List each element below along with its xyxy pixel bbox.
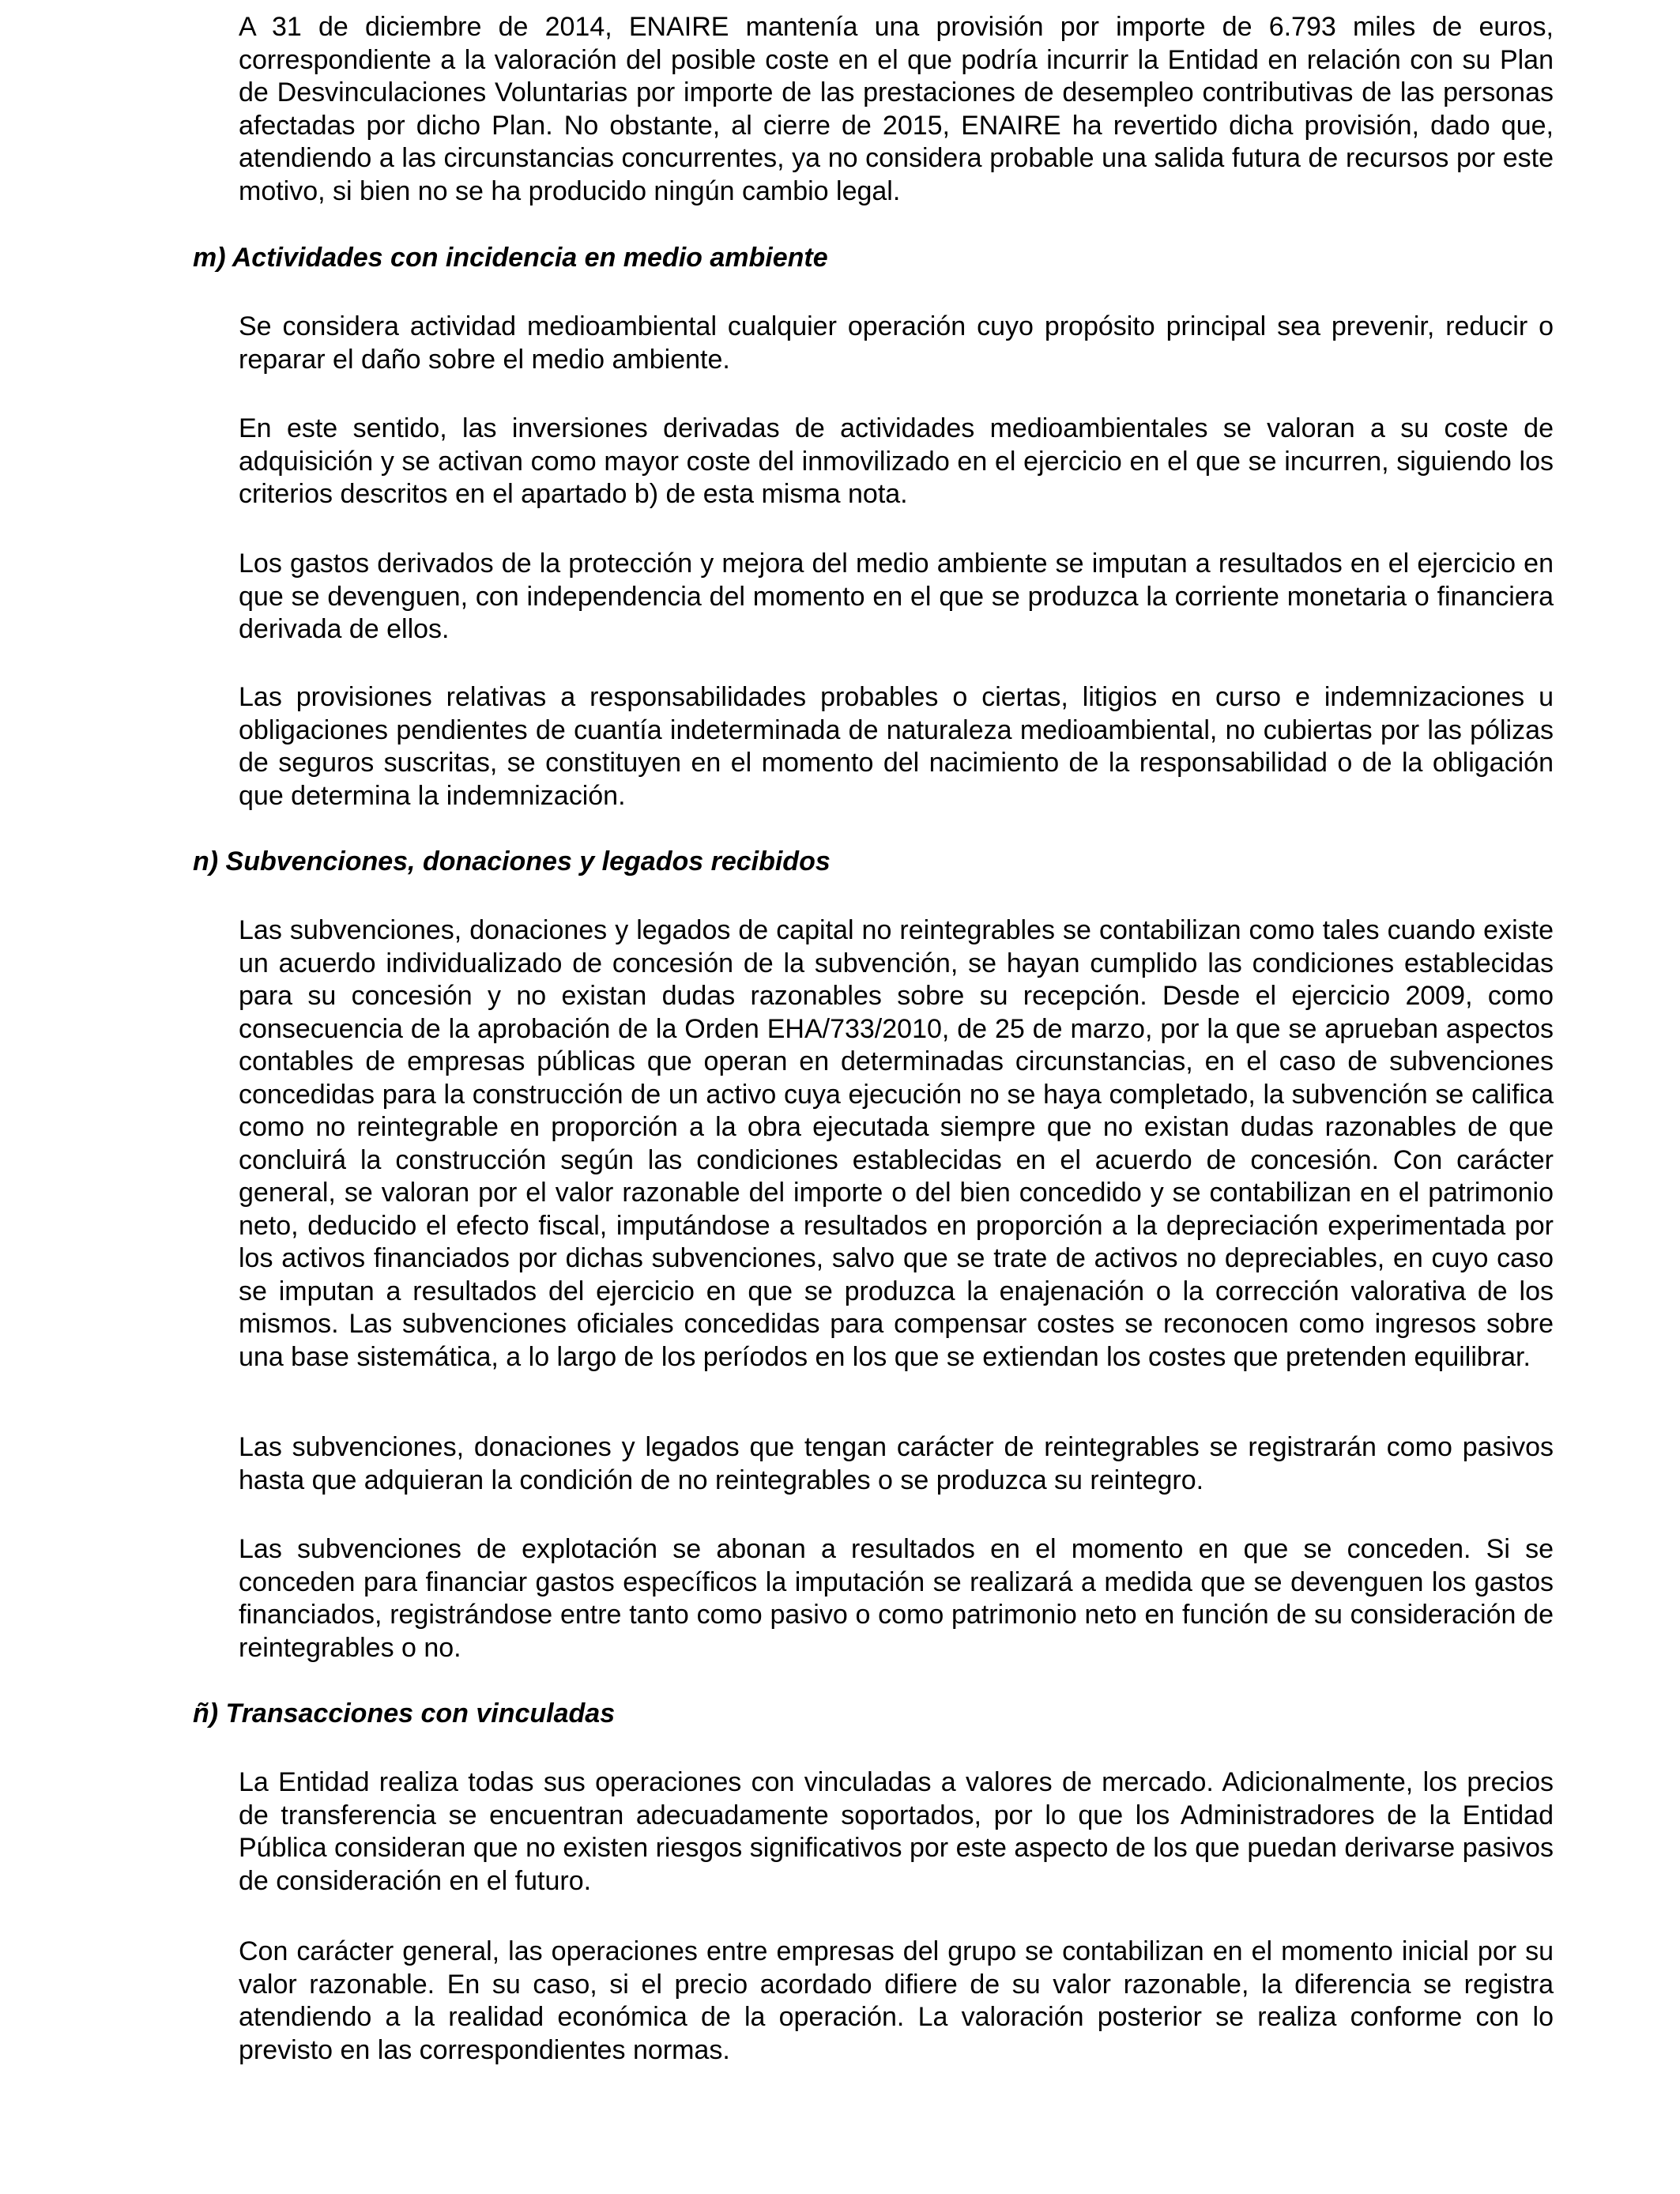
paragraph-m-1: Se considera actividad medioambiental cualquier operación cuyo propósito principal sea prevenir, reducir o reparar el daño sobre el medio ambiente. <box>239 311 1554 375</box>
paragraph-n-3: Las subvenciones de explotación se abonan a resultados en el momento en que se conceden. Si se conceden para financiar gastos específicos la imputación se realizará a medida que se devenguen los gastos financiados, registrándose entre tanto como pasivo o como patrimonio neto en función de su consideración de reintegrables o no. <box>239 1534 1554 1663</box>
paragraph-m-4: Las provisiones relativas a responsabilidades probables o ciertas, litigios en curso e indemnizaciones u obligaciones pendientes de cuantía indeterminada de naturaleza medioambiental, no cubiertas por las pólizas de seguros suscritas, se constituyen en el momento del nacimiento de la responsabilidad o de la obligación que determina la indemnización. <box>239 682 1554 811</box>
paragraph-m-2: En este sentido, las inversiones derivadas de actividades medioambientales se valoran a su coste de adquisición y se activan como mayor coste del inmovilizado en el ejercicio en el que se incurren, siguiendo los criterios descritos en el apartado b) de esta misma nota. <box>239 413 1554 509</box>
section-heading-subvenciones: n) Subvenciones, donaciones y legados recibidos <box>193 846 831 876</box>
paragraph-ene-1: La Entidad realiza todas sus operaciones con vinculadas a valores de mercado. Adicionalmente, los precios de transferencia se encuentran adecuadamente soportados, por lo que los Administradores de la Entidad Pública consideran que no existen riesgos significativos por este aspecto de los que puedan derivarse pasivos de consideración en el futuro. <box>239 1767 1554 1896</box>
section-heading-vinculadas: ñ) Transacciones con vinculadas <box>193 1698 616 1728</box>
paragraph-ene-2: Con carácter general, las operaciones entre empresas del grupo se contabilizan en el momento inicial por su valor razonable. En su caso, si el precio acordado difiere de su valor razonable, la diferencia se registra atendiendo a la realidad económica de la operación. La valoración posterior se realiza conforme con lo previsto en las correspondientes normas. <box>239 1936 1554 2065</box>
paragraph-n-2: Las subvenciones, donaciones y legados que tengan carácter de reintegrables se registrarán como pasivos hasta que adquieran la condición de no reintegrables o se produzca su reintegro. <box>239 1432 1554 1495</box>
paragraph-m-3: Los gastos derivados de la protección y mejora del medio ambiente se imputan a resultados en el ejercicio en que se devenguen, con independencia del momento en el que se produzca la corriente monetaria o financiera derivada de ellos. <box>239 548 1554 644</box>
section-heading-medio-ambiente: m) Actividades con incidencia en medio ambiente <box>193 243 828 273</box>
intro-paragraph: A 31 de diciembre de 2014, ENAIRE mantenía una provisión por importe de 6.793 miles de euros, correspondiente a la valoración del posible coste en el que podría incurrir la Entidad en relación con su Plan de Desvinculaciones Voluntarias por importe de las prestaciones de desempleo contributivas de las personas afectadas por dicho Plan. No obstante, al cierre de 2015, ENAIRE ha revertido dicha provisión, dado que, atendiendo a las circunstancias concurrentes, ya no considera probable una salida futura de recursos por este motivo, si bien no se ha producido ningún cambio legal. <box>239 12 1554 206</box>
paragraph-n-1: Las subvenciones, donaciones y legados de capital no reintegrables se contabilizan como tales cuando existe un acuerdo individualizado de concesión de la subvención, se hayan cumplido las condiciones establecidas para su concesión y no existan dudas razonables sobre su recepción. Desde el ejercicio 2009, como consecuencia de la aprobación de la Orden EHA/733/2010, de 25 de marzo, por la que se aprueban aspectos contables de empresas públicas que operan en determinadas circunstancias, en el caso de subvenciones concedidas para la construcción de un activo cuya ejecución no se haya completado, la subvención se califica como no reintegrable en proporción a la obra ejecutada siempre que no existan dudas razonables de que concluirá la construcción según las condiciones establecidas en el acuerdo de concesión. Con carácter general, se valoran por el valor razonable del importe o del bien concedido y se contabilizan en el patrimonio neto, deducido el efecto fiscal, imputándose a resultados en proporción a la depreciación experimentada por los activos financiados por dichas subvenciones, salvo que se trate de activos no depreciables, en cuyo caso se imputan a resultados del ejercicio en que se produzca la enajenación o la corrección valorativa de los mismos. Las subvenciones oficiales concedidas para compensar costes se reconocen como ingresos sobre una base sistemática, a lo largo de los períodos en los que se extiendan los costes que pretenden equilibrar. <box>239 915 1554 1372</box>
